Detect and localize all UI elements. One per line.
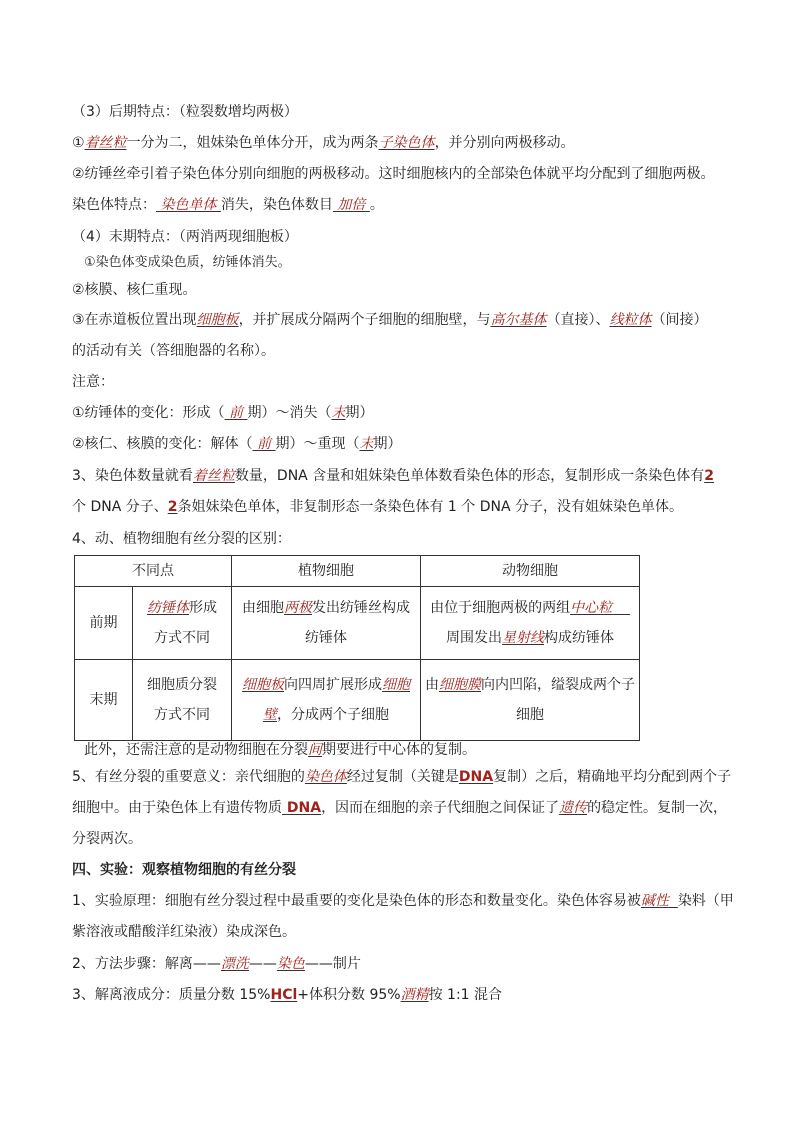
telophase-line-1: ①染色体变成染色质，纺锤体消失。	[84, 255, 291, 270]
answer-blank: 酒精	[400, 987, 429, 1003]
point4-title: 4、动、植物细胞有丝分裂的区别：	[72, 531, 291, 547]
point3-line-1: 3、染色体数量就看着丝粒数量，DNA 含量和姐妹染色单体数看染色体的形态，复制形成一条染色体有2	[72, 468, 714, 484]
answer-blank: 子染色体	[378, 135, 435, 151]
answer-blank: 前	[229, 405, 244, 421]
answer-blank: 染色体	[304, 769, 347, 785]
experiment-title: 四、实验：观察植物细胞的有丝分裂	[72, 862, 296, 878]
note-line-2: ②核仁、核膜的变化：解体（ 前 期）～重现（末期）	[72, 436, 402, 452]
answer-blank: 2	[167, 499, 178, 515]
cell-plant: 由细胞两极发出纺锤丝构成 纺锤体	[232, 587, 421, 660]
answer-blank: 细胞板	[196, 312, 239, 328]
table-row	[75, 660, 640, 741]
answer-blank: 末	[359, 436, 374, 452]
answer-blank: 前	[257, 436, 272, 452]
point4-after-note: 此外，还需注意的是动物细胞在分裂间期要进行中心体的复制。	[84, 742, 476, 758]
answer-blank: 线粒体	[609, 312, 652, 328]
telophase-line-2: ②核膜、核仁重现。	[72, 282, 197, 298]
late-stage-line-1: ①着丝粒一分为二，姐妹染色单体分开，成为两条子染色体，并分别向两极移动。	[72, 135, 575, 151]
header-animal: 动物细胞	[421, 556, 640, 587]
stage-telophase: 末期	[75, 660, 133, 741]
answer-blank: 染色	[276, 956, 305, 972]
late-stage-line-3: 染色体特点： 染色单体 消失，染色体数目 加倍 。	[72, 197, 384, 213]
table-header-row	[75, 556, 640, 587]
answer-blank: 2	[704, 468, 714, 484]
answer-blank: 漂洗	[220, 956, 249, 972]
comparison-table	[74, 555, 640, 741]
answer-blank: 着丝粒	[84, 135, 127, 151]
point5-line-1: 5、有丝分裂的重要意义：亲代细胞的染色体经过复制（关键是DNA复制）之后，精确地平均分配到两个子	[72, 769, 732, 785]
point3-line-2: 个 DNA 分子、2条姐妹染色单体，非复制形态一条染色体有 1 个 DNA 分子，没有姐妹染色单体。	[72, 499, 684, 515]
answer-blank: 末	[331, 405, 346, 421]
stage-prophase: 前期	[75, 587, 133, 660]
late-stage-line-2: ②纺锤丝牵引着子染色体分别向细胞的两极移动。这时细胞核内的全部染色体就平均分配到了细胞两极。	[72, 166, 715, 182]
cell-plant: 细胞板向四周扩展形成细胞 壁，分成两个子细胞	[232, 660, 421, 741]
experiment-line-3: 2、方法步骤：解离——漂洗——染色——制片	[72, 956, 361, 972]
answer-blank: 加倍	[337, 197, 366, 213]
experiment-line-2: 紫溶液或醋酸洋红染液）染成深色。	[72, 924, 296, 940]
answer-blank: 着丝粒	[192, 468, 235, 484]
cell-diff: 纺锤体形成 方式不同	[133, 587, 232, 660]
answer-blank: 间	[308, 742, 322, 758]
telophase-line-3: ③在赤道板位置出现细胞板，并扩展成分隔两个子细胞的细胞壁，与高尔基体（直接）、线粒体（间接）	[72, 312, 708, 328]
point5-line-3: 分裂两次。	[72, 831, 142, 847]
header-plant: 植物细胞	[232, 556, 421, 587]
note-title: 注意：	[72, 374, 114, 390]
experiment-line-4: 3、解离液成分：质量分数 15%HCl+体积分数 95%酒精按 1:1 混合	[72, 987, 503, 1003]
experiment-line-1: 1、实验原理：细胞有丝分裂过程中最重要的变化是染色体的形态和数量变化。染色体容易被碱性 染料（甲	[72, 893, 734, 909]
telophase-line-4: 的活动有关（答细胞器的名称）。	[72, 343, 275, 359]
cell-diff: 细胞质分裂 方式不同	[133, 660, 232, 741]
table-row	[75, 587, 640, 660]
answer-blank: HCl	[270, 987, 298, 1003]
answer-blank: 碱性	[640, 893, 669, 909]
telophase-title: （4）末期特点：（两消两现细胞板）	[72, 229, 298, 245]
late-stage-title: （3）后期特点：（粒裂数增均两极）	[72, 104, 298, 120]
answer-blank: 遗传	[559, 800, 588, 816]
header-diff: 不同点	[75, 556, 232, 587]
answer-blank: 染色单体	[160, 197, 217, 213]
answer-blank: DNA	[458, 769, 494, 785]
cell-animal: 由细胞膜向内凹陷，缢裂成两个子 细胞	[421, 660, 640, 741]
answer-blank: DNA	[286, 800, 322, 816]
point5-line-2: 细胞中。由于染色体上有遗传物质 DNA，因而在细胞的亲子代细胞之间保证了遗传的稳定性。复制一次，	[72, 800, 728, 816]
answer-blank: 高尔基体	[490, 312, 547, 328]
cell-animal: 由位于细胞两极的两组中心粒 周围发出星射线构成纺锤体	[421, 587, 640, 660]
note-line-1: ①纺锤体的变化：形成（ 前 期）～消失（末期）	[72, 405, 374, 421]
